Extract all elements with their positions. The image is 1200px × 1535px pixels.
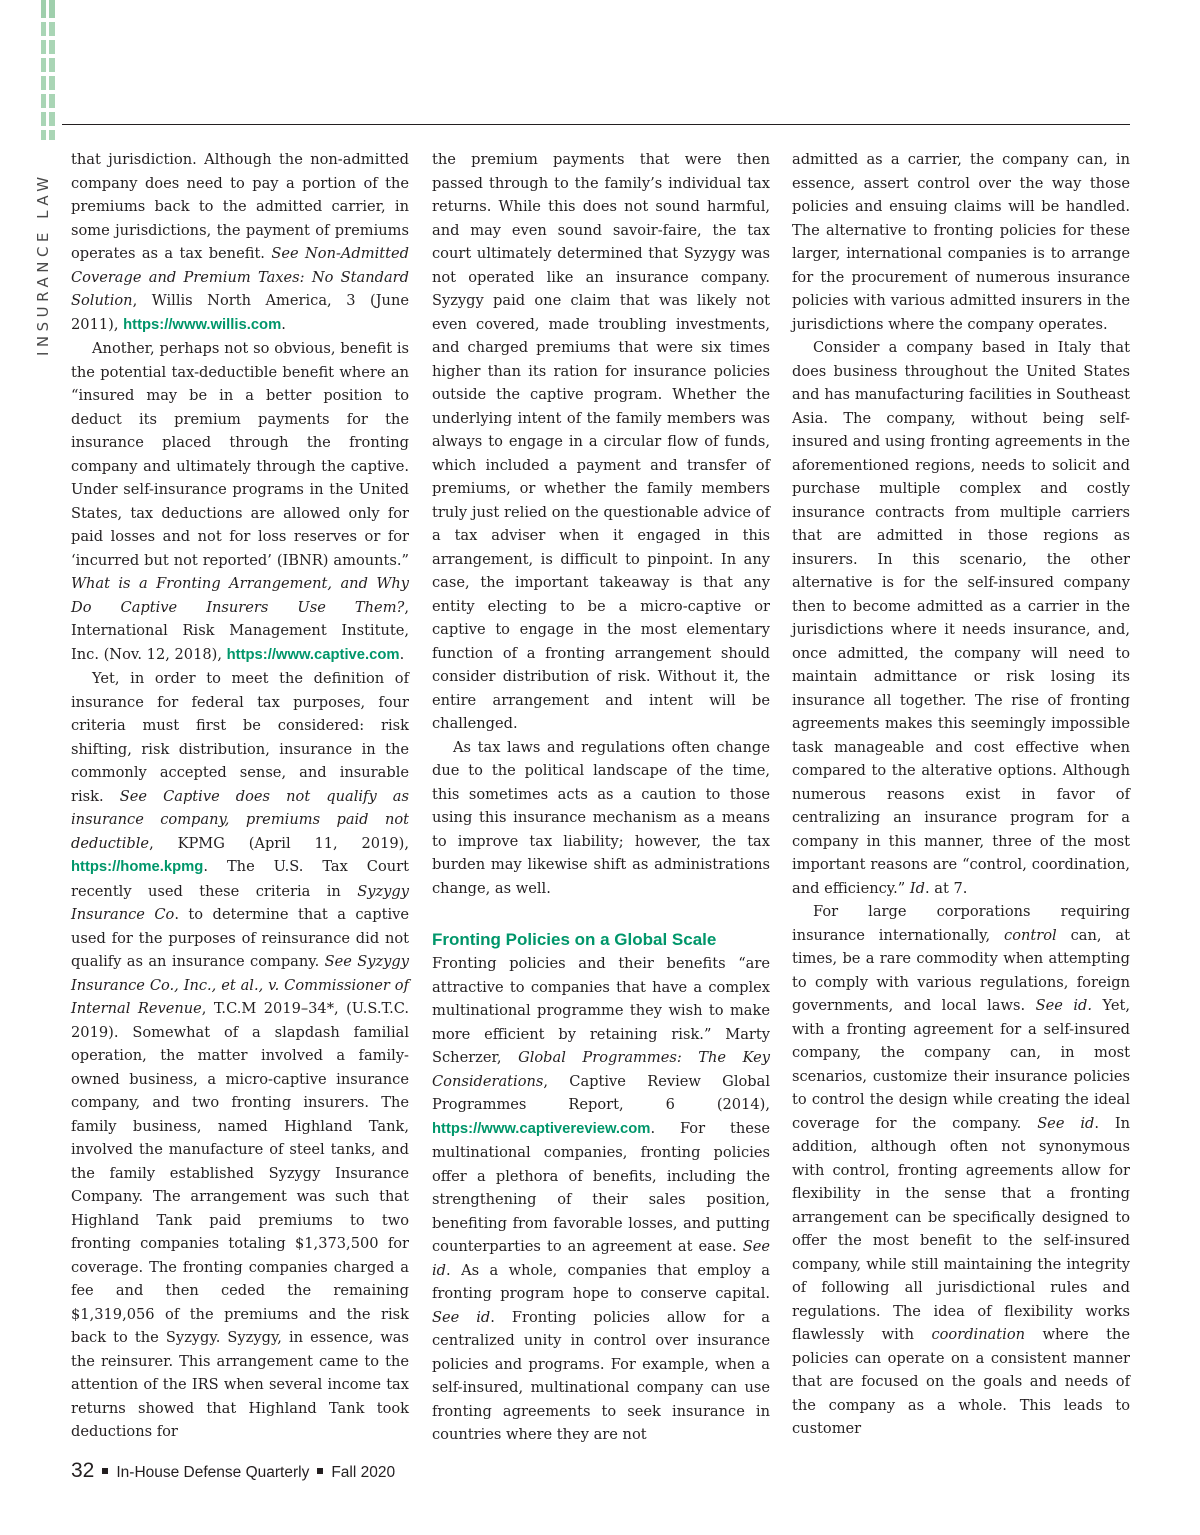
section-tab-bar bbox=[41, 0, 55, 140]
section-tab-gap bbox=[46, 0, 49, 140]
text-run: . Fronting policies allow for a centralized unity in control over insurance policies and programs. For example, when a self-insured, multinational company can use fronting agreements to seek insurance in countries where they are not bbox=[432, 1308, 770, 1443]
header-rule bbox=[62, 124, 1130, 125]
emphasis-italic: coordination bbox=[931, 1326, 1026, 1343]
text-run: Another, perhaps not so obvious, benefit is the potential tax-deductible benefit where an “insured may be in a better position to deduct its premium payments for the insurance placed through the fronting company and ultimately through the captive. Under self-insurance programs in the United States, tax deductions are allowed only for paid losses and not for loss reserves or for ‘incurred but not reported’ (IBNR) amounts.” bbox=[71, 340, 409, 569]
text-run: . The U.S. Tax Court recently used these criteria in bbox=[71, 858, 409, 900]
bullet-separator bbox=[317, 1468, 323, 1474]
text-run: Yet, in order to meet the definition of insurance for federal tax purposes, four criteria must first be considered: risk shifting, risk distribution, insurance in the commonly accepted sense, and insurable risk. bbox=[71, 670, 409, 805]
paragraph bbox=[432, 952, 770, 1447]
text-run: . bbox=[399, 645, 405, 663]
paragraph bbox=[792, 900, 1130, 1441]
paragraph bbox=[71, 148, 409, 337]
text-run: . at 7. bbox=[924, 879, 968, 897]
citation-italic: Global Programmes: The Key Considerations bbox=[432, 1049, 770, 1090]
text-run: , International Risk Management Institute, Inc. (Nov. 12, 2018), bbox=[71, 598, 409, 663]
citation-italic: Id bbox=[909, 879, 925, 897]
text-run: , T.C.M 2019–34*, (U.S.T.C. 2019). Somewhat of a slapdash familial operation, the matter involved a family-owned business, a micro-captive insurance company, and two fronting insurers. The family business, named Highland Tank, involved the manufacture of steel tanks, and the family established Syzygy Insurance Company. The arrangement was such that Highland Tank paid premiums to two fronting companies totaling $1,373,500 for coverage. The fronting companies charged a fee and then ceded the remaining $1,319,056 of the premiums and the risk back to the Syzygy. Syzygy, in essence, was the reinsurer. This arrangement came to the attention of the IRS when several income tax returns showed that Highland Tank took deductions for bbox=[71, 1000, 409, 1440]
text-run: can, at times, be a rare commodity when attempting to comply with various regulations, foreign governments, and local laws. bbox=[792, 926, 1130, 1014]
text-run: the premium payments that were then passed through to the family’s individual tax returns. While this does not sound harmful, and may even sound savoir-faire, the tax court ultimately determined that Syzygy was not operated like an insurance company. Syzygy paid one claim that was likely not even covered, made troubling investments, and charged premiums that were six times higher than its ration for insurance policies outside the captive program. Whether the underlying intent of the family members was always to engage in a circular flow of funds, which included a payment and transfer of premiums, or whether the family members truly just relied on the questionable advice of a tax adviser when it engaged in this arrangement, is difficult to pinpoint. In any case, the important takeaway is that any entity electing to be a micro-captive or captive to engage in the most elementary function of a fronting arrangement should consider distribution of risk. Without it, the entire arrangement and intent will be challenged. bbox=[432, 151, 770, 732]
paragraph bbox=[432, 736, 770, 901]
text-column-1 bbox=[71, 148, 409, 1444]
text-column-3 bbox=[792, 148, 1130, 1441]
text-run: . In addition, although often not synonymous with control, fronting agreements allow for flexibility in the sense that a fronting arrangement can be specifically designed to offer the most benefit to the self-insured company, while still maintaining the integrity of following all jurisdictional rules and regulations. The idea of flexibility works flawlessly with bbox=[792, 1114, 1130, 1343]
text-run: As tax laws and regulations often change due to the political landscape of the time, this sometimes acts as a caution to those using this insurance mechanism as a means to improve tax liability; however, the tax burden may likewise shift as administrations change, as well. bbox=[432, 738, 770, 897]
page-number: 32 bbox=[71, 1459, 95, 1482]
paragraph bbox=[792, 336, 1130, 900]
text-run: For large corporations requiring insurance internationally, bbox=[792, 903, 1130, 944]
citation-italic: See Captive does not qualify as insurance company, premiums paid not deductible bbox=[71, 787, 409, 852]
issue-label: Fall 2020 bbox=[331, 1464, 396, 1481]
bullet-separator bbox=[102, 1468, 108, 1474]
citation-italic: Syzygy Insurance Co bbox=[71, 882, 409, 923]
link-kpmg[interactable]: https://home.kpmg bbox=[71, 859, 204, 875]
text-run: . As a whole, companies that employ a fronting program hope to conserve capital. bbox=[432, 1261, 770, 1302]
text-run: that jurisdiction. Although the non-admitted company does need to pay a portion of the premiums back to the admitted carrier, in some jurisdictions, the payment of premiums operates as a tax benefit. bbox=[71, 151, 409, 262]
paragraph bbox=[71, 337, 409, 667]
link-willis[interactable]: https://www.willis.com bbox=[123, 316, 282, 333]
citation-italic: See id bbox=[1037, 1114, 1095, 1132]
text-run: admitted as a carrier, the company can, in essence, assert control over the way those policies and ensuing claims will be handled. The alternative to fronting policies for these larger, international companies is to arrange for the procurement of numerous insurance policies with various admitted insurers in the jurisdictions where the company operates. bbox=[792, 151, 1130, 333]
page-footer bbox=[71, 1456, 395, 1486]
text-run: where the policies can operate on a consistent manner that are focused on the goals and needs of the company as a whole. This leads to customer bbox=[792, 1326, 1130, 1437]
section-label: INSURANCE LAW bbox=[34, 172, 52, 356]
citation-italic: What is a Fronting Arrangement, and Why Do Captive Insurers Use Them? bbox=[71, 575, 409, 616]
link-captivereview[interactable]: https://www.captivereview.com bbox=[432, 1120, 651, 1137]
citation-italic: See id bbox=[432, 1308, 491, 1326]
paragraph bbox=[71, 667, 409, 1444]
text-run: Yet, with a fronting agreement for a self-insured company, the company can, in most scenarios, customize their insurance policies to control the design while creating the ideal coverage for the company. bbox=[792, 997, 1131, 1132]
text-run: , KPMG (April 11, 2019), bbox=[149, 834, 409, 852]
text-run: . For these multinational companies, fronting policies offer a plethora of benefits, including the strengthening of their sales position, benefiting from favorable losses, and putting counterparties to an agreement at ease. bbox=[432, 1119, 770, 1255]
link-captive[interactable]: https://www.captive.com bbox=[226, 646, 400, 663]
text-run: , Willis North America, 3 (June 2011), bbox=[71, 292, 409, 333]
paragraph bbox=[432, 148, 770, 736]
text-run: Fronting policies and their benefits “are attractive to companies that have a complex multinational programme they wish to make more efficient by retaining risk.” Marty Scherzer, bbox=[432, 955, 770, 1066]
publication-name: In-House Defense Quarterly bbox=[116, 1464, 310, 1481]
text-column-2 bbox=[432, 148, 770, 1447]
section-heading: Fronting Policies on a Global Scale bbox=[432, 930, 717, 949]
paragraph bbox=[792, 148, 1130, 336]
citation-italic: See Non-Admitted Coverage and Premium Taxes: No Standard Solution bbox=[71, 245, 409, 309]
text-run: , Captive Review Global Programmes Report, 6 (2014), bbox=[432, 1072, 770, 1113]
citation-italic: See id. bbox=[1035, 997, 1093, 1014]
text-run: . bbox=[281, 315, 286, 333]
citation-italic: See Syzygy Insurance Co., Inc., et al., v. Commissioner of Internal Revenue bbox=[71, 953, 409, 1017]
citation-italic: See id bbox=[432, 1238, 770, 1279]
text-run: . to determine that a captive used for the purposes of reinsurance did not qualify as an insurance company. bbox=[71, 906, 410, 970]
text-run: Consider a company based in Italy that does business throughout the United States and has manufacturing facilities in Southeast Asia. The company, without being self-insured and using fronting agreements in the aforementioned regions, needs to solicit and purchase multiple complex and costly insurance contracts from multiple carriers that are admitted in those regions as insurers. In this scenario, the other alternative is for the self-insured company then to become admitted as a carrier in the jurisdictions where it needs insurance, and, once admitted, the company will need to maintain admittance or risk losing its insurance all together. The rise of fronting agreements makes this seemingly impossible task manageable and cost effective when compared to the alterative options. Although numerous reasons exist in favor of centralizing an insurance program for a company in this manner, three of the most important reasons are “control, coordination, and efficiency.” bbox=[792, 339, 1130, 897]
emphasis-italic: control bbox=[1004, 926, 1057, 944]
